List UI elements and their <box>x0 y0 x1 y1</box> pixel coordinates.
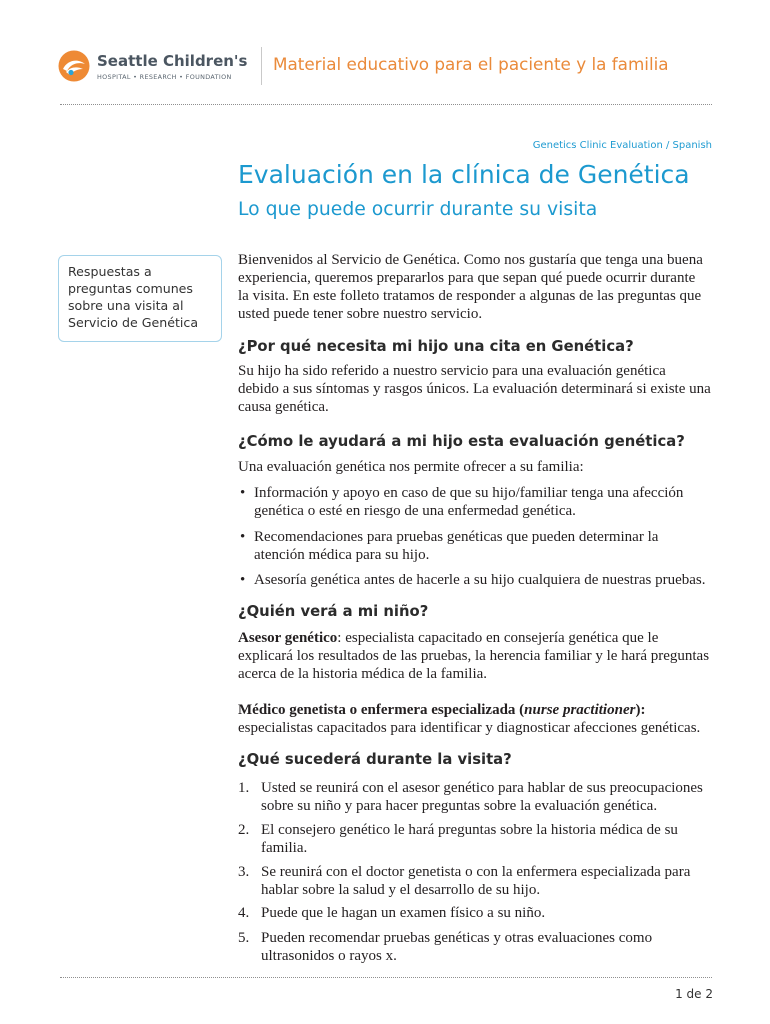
role-description: especialistas capacitados para identificar y diagnosticar afecciones genéticas. <box>238 720 701 736</box>
intro-line: experiencia, queremos prepararlos para que sepan qué puede ocurrir durante <box>238 270 696 286</box>
header-divider <box>261 47 262 85</box>
bullet-item <box>238 528 658 564</box>
step-number: 3. <box>238 864 250 880</box>
bullet-line: atención médica para su hijo. <box>254 547 430 563</box>
step-line: El consejero genético le hará preguntas sobre la historia médica de su <box>261 822 678 838</box>
sidebar-line: Servicio de Genética <box>68 315 199 330</box>
logo-tagline: HOSPITAL • RESEARCH • FOUNDATION <box>97 73 232 81</box>
step-number: 2. <box>238 822 250 838</box>
role-line <box>238 701 700 719</box>
step-line: sobre su niño y para hacer preguntas sobre la evaluación genética. <box>261 798 658 814</box>
numbered-step <box>238 779 703 815</box>
numbered-step <box>238 863 690 899</box>
role-geneticist-or-np <box>238 701 700 737</box>
section-heading-what-happens: ¿Qué sucederá durante la visita? <box>238 751 512 768</box>
section-heading-why: ¿Por qué necesita mi hijo una cita en Genética? <box>238 338 634 355</box>
role-term: Médico genetista o enfermera especializada ( <box>238 702 525 718</box>
bullet-marker: • <box>240 572 246 588</box>
role-term: Asesor genético <box>238 630 338 646</box>
bullet-item <box>238 484 683 520</box>
step-line: Puede que le hagan un examen físico a su niño. <box>261 905 546 921</box>
role-term-close: ): <box>635 702 646 718</box>
numbered-step <box>238 821 678 857</box>
page-number: 1 de 2 <box>675 987 713 1001</box>
sidebar-line: Respuestas a <box>68 264 152 279</box>
step-line: ultrasonidos o rayos x. <box>261 948 397 964</box>
section-heading-how: ¿Cómo le ayudará a mi hijo esta evaluación genética? <box>238 433 685 450</box>
page-title: Evaluación en la clínica de Genética <box>238 160 690 189</box>
role-term-english: nurse practitioner <box>524 702 636 718</box>
step-line: hablar sobre la salud y el desarrollo de su hijo. <box>261 882 541 898</box>
step-number: 4. <box>238 905 250 921</box>
bullet-item <box>238 571 705 589</box>
intro-line: usted puede tener sobre nuestro servicio. <box>238 306 483 322</box>
sidebar-callout <box>58 255 222 342</box>
seattle-childrens-logo-mark <box>58 50 90 82</box>
header-dotted-rule <box>60 104 712 105</box>
bullet-line: Asesoría genética antes de hacerle a su hijo cualquiera de nuestras pruebas. <box>254 572 706 588</box>
sidebar-line: sobre una visita al <box>68 298 184 313</box>
role-line: explicará los resultados de las pruebas, la herencia familiar y le hará preguntas <box>238 648 710 664</box>
page-subtitle: Lo que puede ocurrir durante su visita <box>238 199 598 220</box>
step-line: familia. <box>261 840 308 856</box>
intro-paragraph <box>238 251 703 323</box>
paragraph-line: causa genética. <box>238 399 329 415</box>
role-description: : especialista capacitado en consejería genética que le <box>337 630 659 646</box>
program-label: Material educativo para el paciente y la familia <box>273 54 669 74</box>
step-number: 1. <box>238 780 250 796</box>
section-why-paragraph <box>238 362 711 416</box>
bullet-marker: • <box>240 529 246 545</box>
step-number: 5. <box>238 930 250 946</box>
bullet-marker: • <box>240 485 246 501</box>
numbered-step <box>238 929 652 965</box>
bullet-line: Información y apoyo en caso de que su hijo/familiar tenga una afección <box>254 485 684 501</box>
numbered-step <box>238 904 545 922</box>
step-line: Usted se reunirá con el asesor genético para hablar de sus preocupaciones <box>261 780 703 796</box>
step-line: Se reunirá con el doctor genetista o con la enfermera especializada para <box>261 864 691 880</box>
role-line: acerca de la historia médica de la familia. <box>238 666 488 682</box>
section-how-intro <box>238 458 584 476</box>
step-line: Pueden recomendar pruebas genéticas y otras evaluaciones como <box>261 930 653 946</box>
role-line <box>238 629 709 647</box>
logo-name: Seattle Children's <box>97 52 248 70</box>
document-code: Genetics Clinic Evaluation / Spanish <box>532 140 712 151</box>
role-genetic-counselor <box>238 629 709 683</box>
section-heading-who: ¿Quién verá a mi niño? <box>238 603 429 620</box>
intro-line: la visita. En este folleto tratamos de responder a algunas de las preguntas que <box>238 288 702 304</box>
paragraph-line: Una evaluación genética nos permite ofrecer a su familia: <box>238 459 584 475</box>
bullet-line: genética o esté en riesgo de una enfermedad genética. <box>254 503 576 519</box>
paragraph-line: Su hijo ha sido referido a nuestro servicio para una evaluación genética <box>238 363 666 379</box>
intro-line: Bienvenidos al Servicio de Genética. Como nos gustaría que tenga una buena <box>238 252 703 268</box>
footer-dotted-rule <box>60 977 712 978</box>
sidebar-line: preguntas comunes <box>68 281 193 296</box>
paragraph-line: debido a sus síntomas y rasgos únicos. La evaluación determinará si existe una <box>238 381 711 397</box>
bullet-line: Recomendaciones para pruebas genéticas que pueden determinar la <box>254 529 659 545</box>
